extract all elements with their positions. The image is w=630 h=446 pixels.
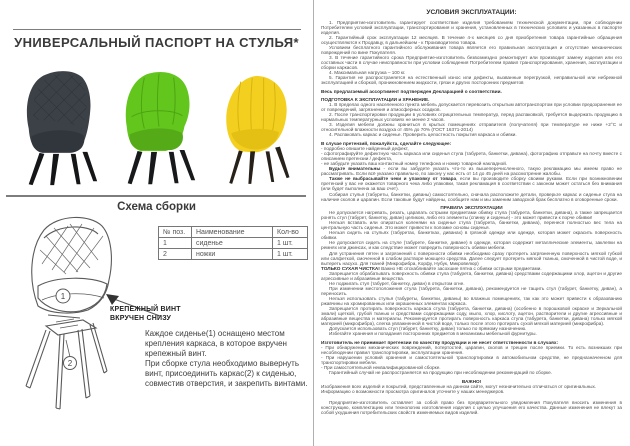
- text-block: Избегайте хранения и попадания посторонних предметов в механизмы мебельной фурнитуры.: [329, 331, 537, 337]
- text-block: Нельзя использовать стулья (табуреты, банкетки, диваны) во влажных помещениях, так как это может привести к образованию ржавчины на хромированных или окрашенных элементах каркаса.: [321, 295, 622, 306]
- text-block: Для устранения пятен и загрязнений с поверхности обивки необходимо сразу протереть загрязненную поверхность мягкой губкой или салфеткой, смоченной в слабом растворе моющего средства. Далее следует протереть мягкой тканью, смоченной в чистой воде, и вытереть насухо. Для тканей (Микрофибра, Корфу, Нубук, Микровелюр): [321, 250, 622, 266]
- chair-seat: [31, 130, 84, 152]
- svg-text:1: 1: [60, 292, 66, 301]
- top-rule: [13, 29, 301, 30]
- callout-line: ВКРУЧЕН СНИЗУ: [110, 314, 172, 322]
- chair-image-dark: [16, 64, 104, 190]
- text-block: - При обнаружении механических повреждений, потертостей, царапин, сколов и трещин после приемки. То есть возникших при несоблюдении правил транспортировки, эксплуатации хранения.: [321, 344, 622, 355]
- text-block: Собирая стулья (табуреты, банкетки, диваны) самостоятельно, сначала расположите детали, проверьте каркас и сиденье стула на наличие сколов и царапин. Если таковые будут найдены, сообщите нам и мы заменим заводской брак бесплатно в оговоренные сроки.: [321, 191, 622, 202]
- text-block: 2. После транспортировки продукции в условиях отрицательных температур, перед распаковкой, требуется выдержать продукцию в нормальных температурных условиях не менее 2 часов.: [321, 112, 622, 123]
- chair-image-green: [115, 64, 203, 190]
- svg-text:2: 2: [67, 359, 73, 368]
- text-block: 3. Изделия мебели должны храниться в крытых помещениях отправителя (получателя) при температуре не ниже +2°С и относительной влажности воздуха от 45% до 70% (ГОСТ 16371-2014): [321, 122, 622, 133]
- chair-legs: [229, 147, 289, 184]
- arrowhead: [106, 294, 119, 305]
- fastening-screw-callout: [110, 306, 181, 323]
- table-cell: сиденье: [192, 238, 273, 249]
- table-cell: ножки: [192, 249, 273, 260]
- col-position: № поз.: [159, 227, 192, 238]
- text-block: Гарантийный случай не распространяется на продукцию при несоблюдении рекомендаций по сборке.: [329, 370, 553, 376]
- table-cell: 1 шт.: [273, 238, 308, 249]
- parts-table: [158, 226, 308, 260]
- instruction-paragraph: Каждое сиденье(1) оснащено местом крепления каркаса, в которое вкручен крепежный винт.: [145, 329, 287, 358]
- text-block: 4. Максимальная нагрузка – 100 кг.: [329, 69, 406, 75]
- text-block: Нельзя сидеть на стульях (табуретах, банкетках, диванах) в грязной одежде или одежде, которая может окрасить поверхность обивки.: [321, 230, 622, 241]
- instruction-paragraph: При сборке стула необходимо вывернуть винт, присоединить каркас(2) к сиденью, совместив отверстия, и закрепить винтами.: [145, 359, 308, 388]
- text-block: - подробно опишите найденный дефект,: [321, 146, 409, 152]
- chair-legs: [29, 152, 97, 185]
- text-block: 1. В пределах одного населенного пункта мебель допускается перевозить открытым автотранспортом при условии предохранения ее от повреждений, загрязнения и атмосферных осадков.: [321, 102, 622, 113]
- table-cell: 1: [159, 238, 192, 249]
- text-block: Будьте внимательны - если вы забудете указать что-то из вышеперечисленного, такую рекламацию мы имеем право не рассматривать. Если всё указано правильно, по закону у нас есть от 14 до 45 дней на рассмотрение жалобы.: [321, 166, 622, 177]
- text-block: Нельзя вставать или опираться коленями на сиденье стула (табурета, банкетки, дивана), перенеся полностью вес тела на центральную часть сиденья. Это может привести к поломке основы сиденья.: [321, 220, 622, 231]
- text-block: Допускается использовать стул (табурет, банкетку, диван) только по прямому назначению.: [329, 326, 527, 332]
- chair-seat: [129, 128, 182, 150]
- text-block: В случае претензий, пожалуйста, сделайте следующее:: [321, 141, 452, 147]
- text-block: - не забудьте указать ваш контактный номер телефона и номер товарной накладной.: [321, 161, 508, 167]
- part-1-marker: [56, 289, 70, 303]
- table-row: [159, 238, 308, 249]
- col-name: Наименование: [192, 227, 273, 238]
- text-block: Запрещается обрабатывать поверхность обивки стула (табурета, банкетки, дивана) средствами содержащими хлор, ацетон и другие агрессивные и абразивные вещества.: [321, 270, 622, 281]
- table-cell: 2: [159, 249, 192, 260]
- text-block: - При самостоятельной неквалифицированной сборке.: [321, 365, 441, 371]
- text-block: Изготовитель не принимает претензии по качеству продукции и не несет ответственности в случаях:: [321, 339, 559, 345]
- callout-line: КРЕПЕЖНЫЙ ВИНТ: [110, 306, 181, 313]
- page-title: УНИВЕРСАЛЬНЫЙ ПАСПОРТ НА СТУЛЬЯ*: [14, 35, 299, 50]
- text-block: Не поджигать стул (табурет, банкетку, диван) в открытом огне.: [329, 280, 465, 286]
- parts-table-header-row: [159, 227, 308, 238]
- text-block: Изображения всех изделий и покрытий, представленные на данном сайте, могут незначительно отличаться от оригинальных.: [321, 383, 597, 389]
- text-block: 5. Гарантия не распространяется на естественный износ или дефекты, вызванные перегрузкой, неправильной или небрежной эксплуатацией и сборкой, проникновением жидкости, грязи и других посторонних предметов: [321, 75, 622, 86]
- text-block: 4. Распаковать каркас и сиденье. Проверить целостность покрытия каркаса и обивки.: [329, 132, 517, 138]
- text-block: Весь предлагаемый ассортимент подтвержден Декларацией о соответствии.: [321, 88, 502, 94]
- text-block: 3. В течение гарантийного срока Предприятие-изготовитель безвозмездно ремонтирует или производит замену изделия или его составных части в случае неисправности при условии соблюдения Потребителем правил транспортирования, хранения, эксплуатации и сборки каркасов.: [321, 54, 622, 70]
- text-block: Также не выбрасывайте чеки и упаковку от товара, если вы производите сборку своими руками. Если при возникновении претензий у вас не окажется товарного чека либо упаковки, такая рекламация в соответствии с законом может остаться без внимания (или будет выполнена за ваш счет).: [321, 176, 622, 192]
- operating-conditions-section: [321, 9, 622, 441]
- text-block: ТОЛЬКО СУХАЯ ЧИСТКА! Важно НЕ отскабливайте засохшие пятна с обивки острыми предметами.: [321, 265, 542, 271]
- chair-images: [16, 52, 300, 190]
- assembly-title: Схема сборки: [117, 201, 196, 213]
- text-block: ПРАВИЛА ЭКСПЛУАТАЦИИ: [440, 205, 503, 211]
- text-block: ВАЖНО!: [461, 378, 482, 384]
- chair-image-yellow: [214, 66, 300, 190]
- text-block: ПОДГОТОВКА К ЭКСПЛУАТАЦИИ и ХРАНЕНИЕ.: [321, 97, 430, 103]
- text-block: Предприятие-изготовитель оставляет за собой право без предварительного уведомления Покупателя вносить изменения в конструкцию, комплектацию или технологию изготовления изделия с целью улучшения его качества. Данные изменения не влекут за собой ухудшения потребительских свойств изменяемых видов изделий.: [321, 399, 622, 415]
- text-block: - При нарушении условий хранения и самостоятельной транспортировки в автомобильном средстве, не предназначенном для транспортировки мебели.: [321, 354, 622, 365]
- text-block: Информацию о возможности просмотра оригиналов уточните у наших менеджеров.: [321, 388, 505, 394]
- text-block: Не допускается нагревать, резать, царапать острыми предметами обивку стула (табурета, банкетки, дивана), а также запрещается ронять стул (табурет, банкетку, диван) целиком, либо его элементы (спинку и сиденье) - это может привести к порче обивки!: [321, 210, 622, 221]
- text-block: 2. Гарантийный срок эксплуатации 12 месяцев. В течение 4-х месяцев со дня приобретения товара гарантийные обращения осуществляются к Продавцу, в дальнейшем - к Производителю товара.: [321, 34, 622, 45]
- col-qty: Кол-во: [273, 227, 308, 238]
- text-block: - сфотографируйте дефектную часть каркаса или сиденья стула (табурета, банкетки, дивана), фотографию отправьте на почту вместе с описанием претензии / дефекта,: [321, 151, 622, 162]
- part-2-marker: [64, 357, 77, 370]
- column-divider: [313, 0, 314, 446]
- middle-rule: [6, 195, 306, 197]
- text-block: Не допускается сидеть на стуле (табурете, банкетке, диване) в одежде, которая содержит металлические элементы, заклепки на ремнях или джинсах, и как следствие может повредить поверхность обивки мебели.: [321, 240, 622, 251]
- text-block: УСЛОВИЯ ЭКСПЛУАТАЦИИ:: [426, 9, 517, 16]
- assembly-instructions: [145, 329, 309, 390]
- text-block: Условием бесплатного гарантийного обслуживания товара является его правильная эксплуатация и отсутствие механических повреждений по вине Покупателя.: [321, 44, 622, 55]
- table-cell: 1 шт.: [273, 249, 308, 260]
- text-block: Запрещается протирать поверхность каркаса стула (табурета, банкетки, дивана) (особенно в порошковой окраске и Зеркальной эмали) щеткой, грубой тканью и средствами содержащими соду, мыло, хлор, кислоту, ацетон, растворители и другие агрессивные и абразивные вещества и материалы. Рекомендуется протирать поверхность каркаса стула (табурета, банкетки, дивана) только мягкой материей (микрофибра), слегка увлажненной в чистой воде, только после этого протирать сухой мягкой материей (микрофибра).: [321, 306, 622, 327]
- text-block: При изменении местоположения стула (табурета, банкетки, дивана), рекомендуется не тащить стул (табурет, банкетку, диван), а переносить.: [321, 285, 622, 296]
- table-row: [159, 249, 308, 260]
- chair-legs: [128, 150, 195, 184]
- text-block: 1. Предприятие-изготовитель гарантирует соответствие изделия требованиям технической документации, при соблюдении Потребителем условий эксплуатации, транспортирования и хранения, установленных в технических условиях и указанных в паспорте изделия.: [321, 19, 622, 35]
